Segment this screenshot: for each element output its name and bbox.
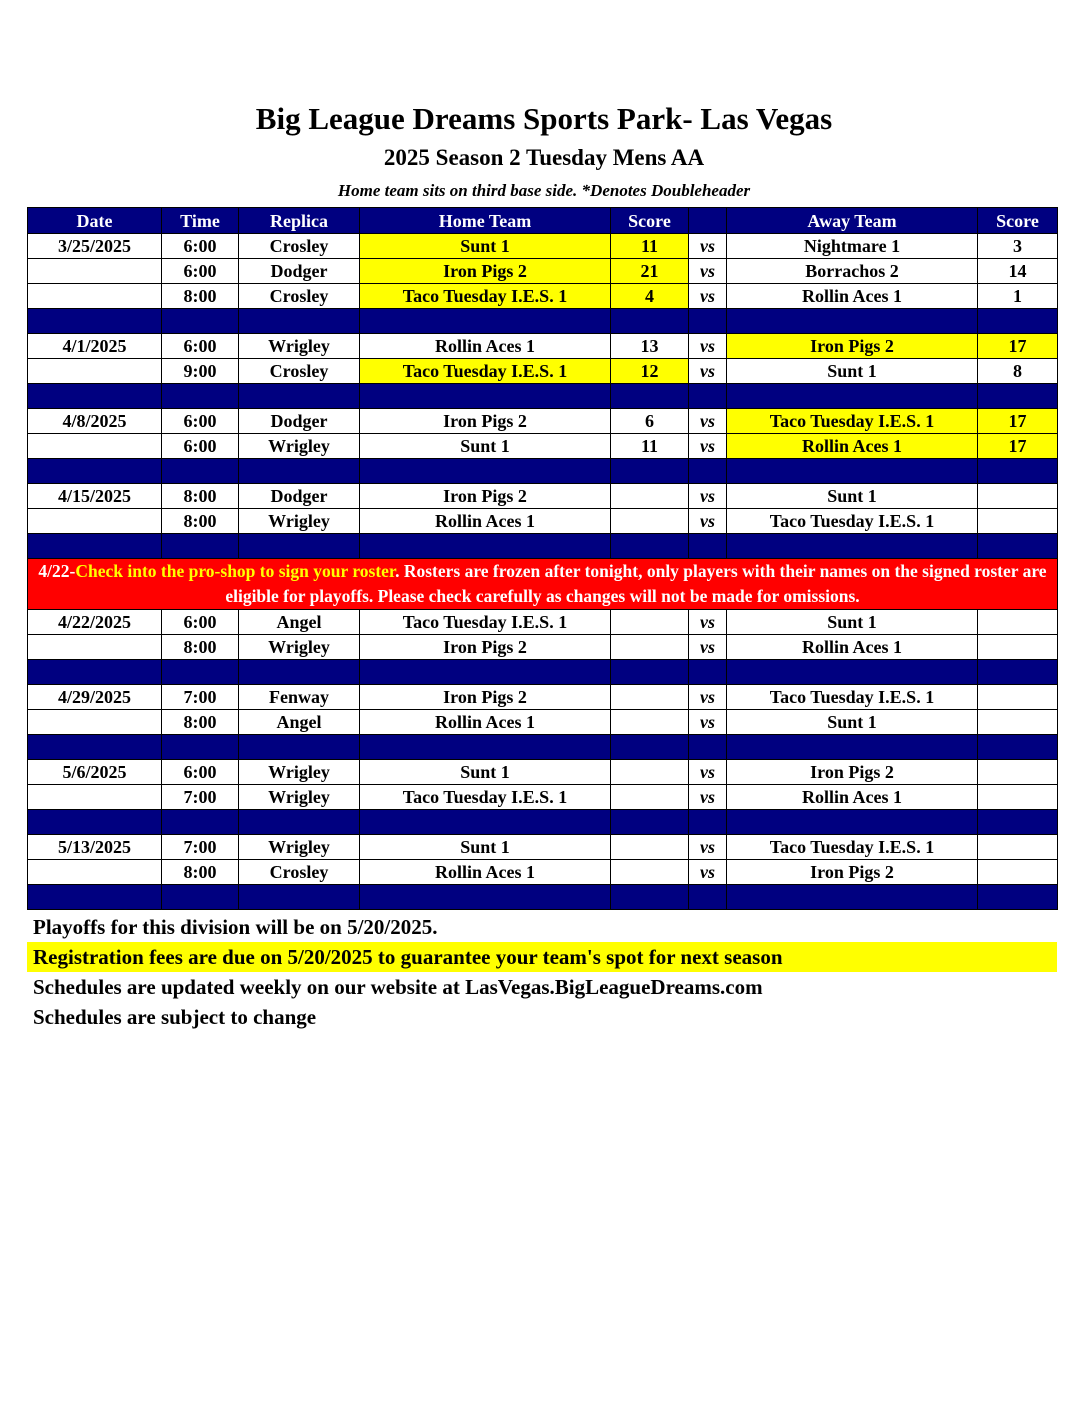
- notice-prefix: 4/22-: [38, 561, 76, 581]
- cell-vs: vs: [689, 234, 727, 259]
- cell-replica: Angel: [239, 610, 360, 635]
- cell-home-team: Rollin Aces 1: [360, 710, 611, 735]
- subject-to-change-note: Schedules are subject to change: [33, 1005, 317, 1029]
- table-row: [28, 434, 1058, 459]
- table-row: [28, 835, 1058, 860]
- cell-vs: vs: [689, 785, 727, 810]
- column-header-away-score: Score: [978, 208, 1058, 234]
- table-row: [28, 610, 1058, 635]
- cell-replica: Wrigley: [239, 835, 360, 860]
- cell-home-score: 11: [611, 234, 689, 259]
- cell-away-team: Taco Tuesday I.E.S. 1: [727, 409, 978, 434]
- cell-time: 7:00: [162, 685, 239, 710]
- cell-time: 6:00: [162, 334, 239, 359]
- cell-away-score: [978, 610, 1058, 635]
- table-header-row: [28, 208, 1058, 234]
- cell-home-team: Sunt 1: [360, 760, 611, 785]
- cell-home-team: Rollin Aces 1: [360, 334, 611, 359]
- cell-away-team: Rollin Aces 1: [727, 284, 978, 309]
- table-row: [28, 509, 1058, 534]
- cell-vs: vs: [689, 610, 727, 635]
- cell-replica: Wrigley: [239, 509, 360, 534]
- cell-away-score: [978, 785, 1058, 810]
- cell-time: 6:00: [162, 409, 239, 434]
- cell-replica: Wrigley: [239, 334, 360, 359]
- cell-away-score: [978, 484, 1058, 509]
- cell-time: 8:00: [162, 710, 239, 735]
- cell-replica: Crosley: [239, 860, 360, 885]
- playoffs-note: Playoffs for this division will be on 5/20/2025.: [33, 915, 438, 939]
- cell-away-score: 14: [978, 259, 1058, 284]
- separator-row: [28, 309, 1058, 334]
- cell-away-score: 3: [978, 234, 1058, 259]
- cell-home-score: 13: [611, 334, 689, 359]
- cell-date: 4/22/2025: [28, 610, 162, 635]
- cell-time: 6:00: [162, 234, 239, 259]
- cell-away-team: Sunt 1: [727, 610, 978, 635]
- table-row: [28, 409, 1058, 434]
- cell-date: 3/25/2025: [28, 234, 162, 259]
- table-row: [28, 334, 1058, 359]
- cell-home-score: 21: [611, 259, 689, 284]
- cell-vs: vs: [689, 710, 727, 735]
- cell-replica: Dodger: [239, 484, 360, 509]
- table-row: [28, 284, 1058, 309]
- cell-time: 9:00: [162, 359, 239, 384]
- cell-date: [28, 284, 162, 309]
- cell-home-team: Sunt 1: [360, 434, 611, 459]
- cell-date: 4/29/2025: [28, 685, 162, 710]
- cell-away-team: Iron Pigs 2: [727, 860, 978, 885]
- cell-time: 8:00: [162, 860, 239, 885]
- cell-date: [28, 785, 162, 810]
- cell-home-score: [611, 710, 689, 735]
- cell-home-team: Sunt 1: [360, 234, 611, 259]
- cell-home-team: Iron Pigs 2: [360, 685, 611, 710]
- separator-row: [28, 885, 1058, 910]
- cell-away-score: [978, 635, 1058, 660]
- cell-away-score: 1: [978, 284, 1058, 309]
- cell-away-team: Sunt 1: [727, 359, 978, 384]
- cell-home-team: Iron Pigs 2: [360, 484, 611, 509]
- cell-away-score: 8: [978, 359, 1058, 384]
- cell-date: [28, 259, 162, 284]
- cell-date: 4/8/2025: [28, 409, 162, 434]
- registration-note: Registration fees are due on 5/20/2025 to guarantee your team's spot for next season: [27, 942, 1057, 972]
- cell-home-score: [611, 484, 689, 509]
- cell-vs: vs: [689, 860, 727, 885]
- cell-date: [28, 860, 162, 885]
- cell-home-score: [611, 760, 689, 785]
- separator-row: [28, 384, 1058, 409]
- cell-replica: Crosley: [239, 234, 360, 259]
- cell-replica: Angel: [239, 710, 360, 735]
- separator-row: [28, 660, 1058, 685]
- cell-home-score: 11: [611, 434, 689, 459]
- column-header-home-score: Score: [611, 208, 689, 234]
- cell-date: [28, 710, 162, 735]
- cell-time: 6:00: [162, 610, 239, 635]
- cell-away-score: [978, 685, 1058, 710]
- column-header-time: Time: [162, 208, 239, 234]
- cell-home-score: [611, 610, 689, 635]
- separator-row: [28, 459, 1058, 484]
- cell-replica: Wrigley: [239, 635, 360, 660]
- cell-away-score: 17: [978, 409, 1058, 434]
- cell-time: 8:00: [162, 284, 239, 309]
- cell-date: 4/1/2025: [28, 334, 162, 359]
- table-row: [28, 635, 1058, 660]
- schedule-table: [27, 207, 1058, 910]
- page-title: Big League Dreams Sports Park- Las Vegas: [255, 101, 833, 136]
- cell-date: [28, 359, 162, 384]
- cell-home-score: [611, 635, 689, 660]
- cell-home-team: Rollin Aces 1: [360, 860, 611, 885]
- table-row: [28, 760, 1058, 785]
- cell-away-team: Taco Tuesday I.E.S. 1: [727, 509, 978, 534]
- table-row: [28, 484, 1058, 509]
- cell-away-team: Taco Tuesday I.E.S. 1: [727, 685, 978, 710]
- cell-time: 7:00: [162, 785, 239, 810]
- column-header-vs: [689, 208, 727, 234]
- cell-away-score: [978, 710, 1058, 735]
- cell-home-team: Taco Tuesday I.E.S. 1: [360, 610, 611, 635]
- cell-away-team: Taco Tuesday I.E.S. 1: [727, 835, 978, 860]
- table-row: [28, 860, 1058, 885]
- cell-home-score: 4: [611, 284, 689, 309]
- separator-row: [28, 735, 1058, 760]
- cell-away-score: 17: [978, 434, 1058, 459]
- roster-notice-row: [28, 559, 1058, 610]
- cell-time: 7:00: [162, 835, 239, 860]
- cell-away-score: [978, 835, 1058, 860]
- cell-home-score: [611, 860, 689, 885]
- cell-vs: vs: [689, 685, 727, 710]
- cell-time: 8:00: [162, 509, 239, 534]
- page-note: Home team sits on third base side. *Denotes Doubleheader: [337, 181, 751, 200]
- cell-away-score: [978, 509, 1058, 534]
- table-row: [28, 710, 1058, 735]
- cell-away-team: Iron Pigs 2: [727, 334, 978, 359]
- cell-time: 6:00: [162, 434, 239, 459]
- cell-replica: Wrigley: [239, 434, 360, 459]
- cell-home-team: Taco Tuesday I.E.S. 1: [360, 785, 611, 810]
- cell-home-team: Iron Pigs 2: [360, 409, 611, 434]
- cell-home-score: [611, 835, 689, 860]
- cell-away-team: Rollin Aces 1: [727, 635, 978, 660]
- cell-vs: vs: [689, 359, 727, 384]
- cell-away-team: Rollin Aces 1: [727, 785, 978, 810]
- cell-vs: vs: [689, 484, 727, 509]
- cell-time: 6:00: [162, 760, 239, 785]
- cell-home-score: [611, 785, 689, 810]
- cell-vs: vs: [689, 509, 727, 534]
- cell-away-team: Borrachos 2: [727, 259, 978, 284]
- cell-date: [28, 434, 162, 459]
- cell-replica: Wrigley: [239, 760, 360, 785]
- cell-date: 5/6/2025: [28, 760, 162, 785]
- cell-home-score: 6: [611, 409, 689, 434]
- cell-replica: Fenway: [239, 685, 360, 710]
- cell-home-score: [611, 509, 689, 534]
- cell-date: 5/13/2025: [28, 835, 162, 860]
- cell-vs: vs: [689, 409, 727, 434]
- cell-away-team: Sunt 1: [727, 710, 978, 735]
- cell-vs: vs: [689, 334, 727, 359]
- cell-replica: Wrigley: [239, 785, 360, 810]
- cell-date: [28, 635, 162, 660]
- table-row: [28, 359, 1058, 384]
- cell-replica: Crosley: [239, 359, 360, 384]
- cell-time: 8:00: [162, 484, 239, 509]
- table-row: [28, 685, 1058, 710]
- cell-away-team: Iron Pigs 2: [727, 760, 978, 785]
- cell-vs: vs: [689, 760, 727, 785]
- cell-home-team: Rollin Aces 1: [360, 509, 611, 534]
- cell-home-team: Iron Pigs 2: [360, 635, 611, 660]
- notice-text: . Rosters are frozen after tonight, only players with their names on the signed roster are eligible for playoffs. Please check carefully as changes will not be made for omissions.: [225, 561, 1047, 606]
- cell-replica: Dodger: [239, 259, 360, 284]
- cell-date: 4/15/2025: [28, 484, 162, 509]
- table-row: [28, 234, 1058, 259]
- cell-away-score: [978, 860, 1058, 885]
- cell-home-score: 12: [611, 359, 689, 384]
- table-row: [28, 785, 1058, 810]
- cell-home-team: Sunt 1: [360, 835, 611, 860]
- cell-home-score: [611, 685, 689, 710]
- column-header-replica: Replica: [239, 208, 360, 234]
- cell-vs: vs: [689, 635, 727, 660]
- cell-away-team: Nightmare 1: [727, 234, 978, 259]
- cell-home-team: Taco Tuesday I.E.S. 1: [360, 359, 611, 384]
- separator-row: [28, 810, 1058, 835]
- separator-row: [28, 534, 1058, 559]
- cell-time: 6:00: [162, 259, 239, 284]
- cell-date: [28, 509, 162, 534]
- cell-away-score: 17: [978, 334, 1058, 359]
- column-header-home-team: Home Team: [360, 208, 611, 234]
- table-row: [28, 259, 1058, 284]
- cell-vs: vs: [689, 434, 727, 459]
- roster-notice: [28, 559, 1058, 610]
- cell-vs: vs: [689, 284, 727, 309]
- website-note: Schedules are updated weekly on our website at LasVegas.BigLeagueDreams.com: [33, 975, 763, 999]
- column-header-date: Date: [28, 208, 162, 234]
- notice-highlight: Check into the pro-shop to sign your roster: [75, 561, 396, 581]
- cell-away-team: Rollin Aces 1: [727, 434, 978, 459]
- cell-time: 8:00: [162, 635, 239, 660]
- page-subtitle: 2025 Season 2 Tuesday Mens AA: [383, 145, 705, 170]
- cell-away-score: [978, 760, 1058, 785]
- cell-vs: vs: [689, 835, 727, 860]
- cell-replica: Crosley: [239, 284, 360, 309]
- cell-home-team: Iron Pigs 2: [360, 259, 611, 284]
- cell-replica: Dodger: [239, 409, 360, 434]
- column-header-away-team: Away Team: [727, 208, 978, 234]
- cell-away-team: Sunt 1: [727, 484, 978, 509]
- cell-home-team: Taco Tuesday I.E.S. 1: [360, 284, 611, 309]
- cell-vs: vs: [689, 259, 727, 284]
